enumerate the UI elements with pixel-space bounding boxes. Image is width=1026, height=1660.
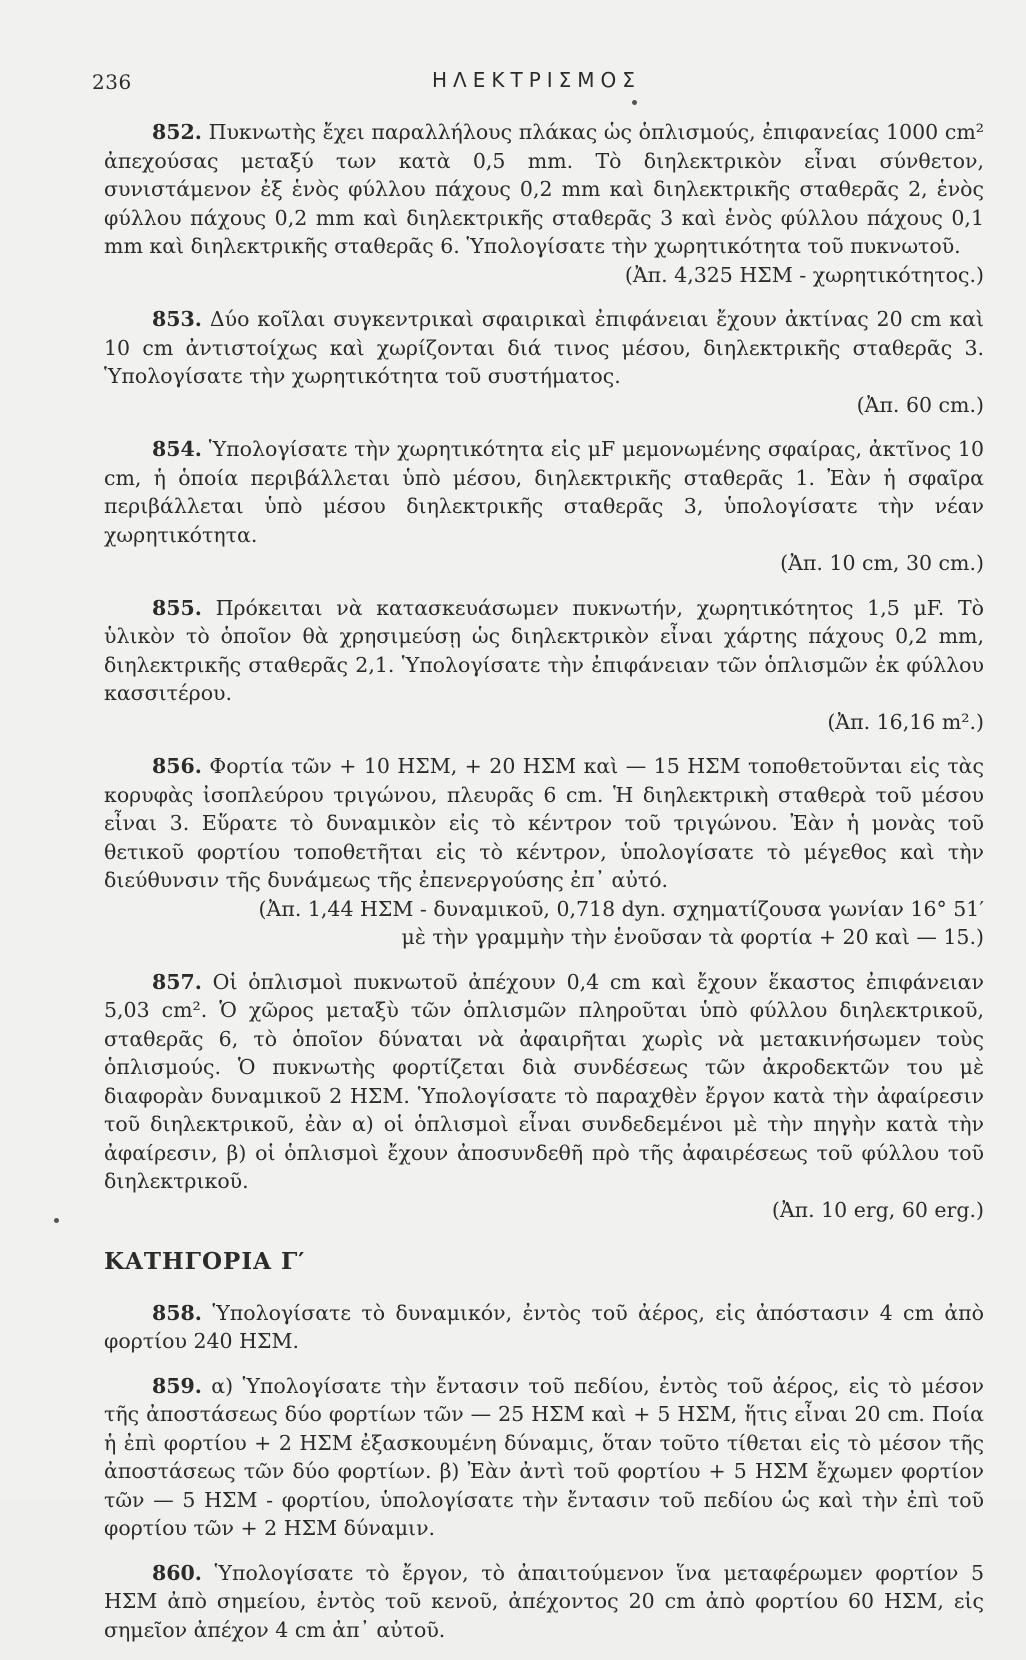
problem-855 — [104, 594, 984, 737]
problem-text — [104, 1299, 984, 1356]
problem-answer: (Ἀπ. 60 cm.) — [856, 392, 984, 417]
problem-number: 857. — [152, 969, 202, 994]
problem-answer: (Ἀπ. 10 cm, 30 cm.) — [780, 551, 984, 575]
problem-body: Πυκνωτὴς ἔχει παραλλήλους πλάκας ὡς ὁπλισμούς, ἐπιφανείας 1000 cm² ἀπεχούσας μεταξύ των κατὰ 0,5 mm. Τὸ διηλεκτρικὸν εἶναι σύνθετον, συνιστάμενον ἐξ ἑνὸς φύλλου πάχους 0,2 mm καὶ διηλεκτρικῆς σταθερᾶς 2, ἑνὸς φύλλου πάχους 0,2 mm καὶ διηλεκτρικῆς σταθερᾶς 3 καὶ ἑνὸς φύλλου πάχους 0,1 mm καὶ διηλεκτρικῆς σταθερᾶς 6. Ὑπολογίσατε τὴν χωρητικότητα τοῦ πυκνωτοῦ. — [104, 120, 984, 258]
problem-body: Δύο κοῖλαι συγκεντρικαὶ σφαιρικαὶ ἐπιφάνειαι ἔχουν ἀκτίνας 20 cm καὶ 10 cm ἀντιστοίχως καὶ χωρίζονται διά τινος μέσου, διηλεκτρικῆς σταθερᾶς 3. Ὑπολογίσατε τὴν χωρητικότητα τοῦ συστήματος. — [104, 307, 984, 388]
problem-number: 854. — [152, 437, 202, 461]
problem-text — [104, 435, 984, 549]
problem-number: 853. — [152, 307, 202, 331]
problem-body: Πρόκειται νὰ κατασκευάσωμεν πυκνωτήν, χωρητικότητος 1,5 μF. Τὸ ὑλικὸν τὸ ὁποῖον θὰ χρησιμεύσῃ ὡς διηλεκτρικὸν εἶναι χάρτης πάχους 0,2 mm, διηλεκτρικῆς σταθερᾶς 2,1. Ὑπολογίσατε τὴν ἐπιφάνειαν τῶν ὁπλισμῶν ἐκ φύλλου κασσιτέρου. — [104, 595, 984, 705]
problem-answer: (Ἀπ. 4,325 ΗΣΜ - χωρητικότητος.) — [624, 262, 984, 287]
problem-number: 856. — [152, 754, 202, 778]
page-number: 236 — [92, 70, 132, 94]
problem-answer: (Ἀπ. 10 erg, 60 erg.) — [771, 1197, 984, 1222]
problem-text — [104, 1372, 984, 1543]
problem-body: Ὑπολογίσατε τὸ ἔργον, τὸ ἀπαιτούμενον ἵνα μεταφέρωμεν φορτίον 5 ΗΣΜ ἀπὸ σημείου, ἐντὸς τοῦ κενοῦ, ἀπέχοντος 20 cm ἀπὸ φορτίου 60 ΗΣΜ, εἰς σημεῖον ἀπέχον 4 cm ἀπ᾽ αὐτοῦ. — [104, 1560, 984, 1642]
problem-number: 855. — [152, 595, 202, 620]
problem-body: Ὑπολογίσατε τὸ δυναμικόν, ἐντὸς τοῦ ἀέρος, εἰς ἀπόστασιν 4 cm ἀπὸ φορτίου 240 ΗΣΜ. — [104, 1300, 984, 1353]
category-heading: ΚΑΤΗΓΟΡΙΑ Γ′ — [104, 1248, 306, 1275]
problem-body: Οἱ ὁπλισμοὶ πυκνωτοῦ ἀπέχουν 0,4 cm καὶ ἔχουν ἕκαστος ἐπιφάνειαν 5,03 cm². Ὁ χῶρος μεταξὺ τῶν ὁπλισμῶν πληροῦται ὑπὸ φύλλου διηλεκτρικοῦ, σταθερᾶς 6, τὸ ὁποῖον δύναται νὰ ἀφαιρῆται χωρὶς νὰ μετακινήσωμεν τοὺς ὁπλισμούς. Ὁ πυκνωτὴς φορτίζεται διὰ συνδέσεως τῶν ἀκροδεκτῶν του μὲ διαφορὰν δυναμικοῦ 2 ΗΣΜ. Ὑπολογίσατε τὸ παραχθὲν ἔργον κατὰ τὴν ἀφαίρεσιν τοῦ διηλεκτρικοῦ, ἐὰν α) οἱ ὁπλισμοὶ εἶναι συνδεδεμένοι μὲ τὴν πηγὴν κατὰ τὴν ἀφαίρεσιν, β) οἱ ὁπλισμοὶ ἔχουν ἀποσυνδεθῆ πρὸ τῆς ἀφαιρέσεως τοῦ φύλλου τοῦ διηλεκτρικοῦ. — [104, 969, 984, 1193]
problem-859 — [104, 1372, 984, 1543]
problem-answer-continued: μὲ τὴν γραμμὴν τὴν ἑνοῦσαν τὰ φορτία + 20 καὶ — 15.) — [401, 925, 984, 949]
problem-text — [104, 752, 984, 895]
problem-856 — [104, 752, 984, 952]
problem-858 — [104, 1299, 984, 1356]
problem-853 — [104, 305, 984, 419]
problem-answer: (Ἀπ. 1,44 ΗΣΜ - δυναμικοῦ, 0,718 dyn. σχηματίζουσα γωνίαν 16° 51′ — [258, 896, 984, 921]
problem-number: 852. — [152, 120, 202, 144]
problem-text — [104, 594, 984, 708]
problem-number: 859. — [152, 1373, 202, 1398]
problem-text — [104, 305, 984, 391]
problem-number: 858. — [152, 1300, 202, 1325]
problem-854 — [104, 435, 984, 578]
running-title: ΗΛΕΚΤΡΙΣΜΟΣ — [432, 68, 641, 92]
page-header — [92, 60, 992, 94]
problem-852 — [104, 118, 984, 289]
problem-text — [104, 968, 984, 1196]
problem-860 — [104, 1559, 984, 1645]
problem-body: Ὑπολογίσατε τὴν χωρητικότητα εἰς μF μεμονωμένης σφαίρας, ἀκτῖνος 10 cm, ἡ ὁποία περιβάλλεται ὑπὸ μέσου, διηλεκτρικῆς σταθερᾶς 1. Ἐὰν ἡ σφαῖρα περιβάλλεται ὑπὸ μέσου διηλεκτρικῆς σταθερᾶς 3, ὑπολογίσατε τὴν νέαν χωρητικότητα. — [104, 437, 984, 547]
print-speck — [632, 100, 637, 105]
problem-number: 860. — [152, 1560, 202, 1585]
problem-text — [104, 118, 984, 261]
problem-text — [104, 1559, 984, 1645]
problem-857 — [104, 968, 984, 1225]
page-content — [104, 118, 984, 1660]
problem-body: Φορτία τῶν + 10 ΗΣΜ, + 20 ΗΣΜ καὶ — 15 ΗΣΜ τοποθετοῦνται εἰς τὰς κορυφὰς ἰσοπλεύρου τριγώνου, πλευρᾶς 6 cm. Ἡ διηλεκτρικὴ σταθερὰ τοῦ μέσου εἶναι 3. Εὕρατε τὸ δυναμικὸν εἰς τὸ κέντρον τοῦ τριγώνου. Ἐὰν ἡ μονὰς τοῦ θετικοῦ φορτίου τοποθετῆται εἰς τὸ κέντρον, ὑπολογίσατε τὸ μέγεθος καὶ τὴν διεύθυνσιν τῆς δυνάμεως τῆς ἐπενεργούσης ἐπ᾽ αὐτό. — [104, 754, 984, 892]
problem-body: α) Ὑπολογίσατε τὴν ἔντασιν τοῦ πεδίου, ἐντὸς τοῦ ἀέρος, εἰς τὸ μέσον τῆς ἀποστάσεως δύο φορτίων τῶν — 25 ΗΣΜ καὶ + 5 ΗΣΜ, ἥτις εἶναι 20 cm. Ποία ἡ ἐπὶ φορτίου + 2 ΗΣΜ ἐξασκουμένη δύναμις, ὅταν τοῦτο τίθεται εἰς τὸ μέσον τῆς ἀποστάσεως τῶν δύο φορτίων. β) Ἐὰν ἀντὶ τοῦ φορτίου + 5 ΗΣΜ ἔχωμεν φορτίον τῶν — 5 ΗΣΜ - φορτίου, ὑπολογίσατε τὴν ἔντασιν τοῦ πεδίου ὡς καὶ τὴν ἐπὶ τοῦ φορτίου τῶν + 2 ΗΣΜ δύναμιν. — [104, 1373, 984, 1540]
print-speck — [54, 1218, 59, 1223]
problem-answer: (Ἀπ. 16,16 m².) — [827, 709, 984, 734]
